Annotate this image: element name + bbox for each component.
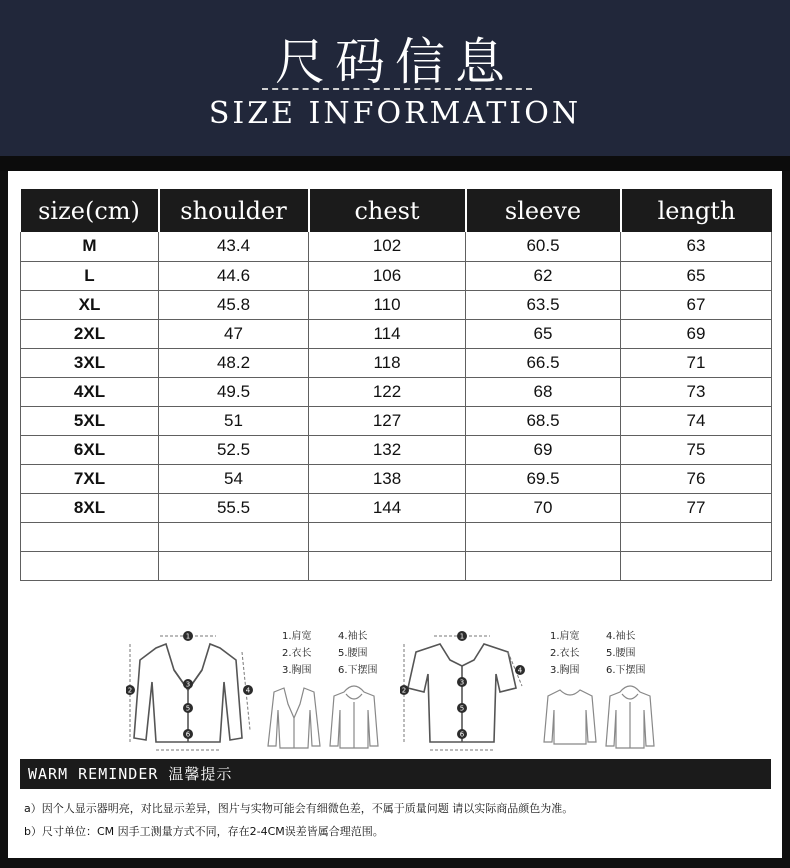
measurement-cell: 63.5 — [466, 290, 621, 319]
measurement-cell: 66.5 — [466, 348, 621, 377]
measurement-cell: 65 — [466, 319, 621, 348]
blazer-icon — [266, 684, 322, 752]
shirt-measure-icon — [400, 630, 530, 754]
measurement-cell: 69 — [621, 319, 772, 348]
page-title-en: SIZE INFORMATION — [208, 96, 582, 131]
measurement-cell: 60.5 — [466, 232, 621, 261]
measurement-cell: 55.5 — [159, 493, 309, 522]
column-header-chest: chest — [309, 189, 466, 232]
size-cell: M — [21, 232, 159, 261]
measurement-cell: 69.5 — [466, 464, 621, 493]
measurement-cell — [621, 551, 772, 580]
measurement-diagram — [20, 626, 771, 756]
sweater-icon — [542, 686, 598, 748]
measurement-cell — [309, 522, 466, 551]
reminder-note-b: b）尺寸单位：CM 因手工测量方式不同，存在2-4CM误差皆属合理范围。 — [24, 825, 384, 838]
column-header-size: size(cm) — [21, 189, 159, 232]
measurement-cell: 69 — [466, 435, 621, 464]
marker-6: 6 — [185, 730, 191, 739]
table-row — [21, 493, 772, 522]
size-cell — [21, 522, 159, 551]
page-title-cn: 尺码信息 — [275, 33, 515, 91]
table-row — [21, 319, 772, 348]
measurement-cell: 62 — [466, 261, 621, 290]
measurement-cell: 68 — [466, 377, 621, 406]
measurement-cell: 73 — [621, 377, 772, 406]
measurement-cell: 144 — [309, 493, 466, 522]
measurement-cell: 74 — [621, 406, 772, 435]
measurement-cell: 52.5 — [159, 435, 309, 464]
measurement-cell: 77 — [621, 493, 772, 522]
table-row — [21, 522, 772, 551]
measurement-cell: 106 — [309, 261, 466, 290]
size-cell: 2XL — [21, 319, 159, 348]
measurement-cell: 75 — [621, 435, 772, 464]
marker-1: 1 — [185, 632, 191, 641]
measurement-cell: 114 — [309, 319, 466, 348]
table-row — [21, 435, 772, 464]
header-separator — [0, 156, 790, 171]
measurement-cell: 54 — [159, 464, 309, 493]
legend-right: 1.肩宽 4.袖长 2.衣长 5.腰围 3.胸围 6.下摆围 — [550, 631, 646, 676]
measurement-cell: 132 — [309, 435, 466, 464]
marker-6: 6 — [459, 730, 465, 739]
marker-4: 4 — [517, 666, 523, 675]
size-table — [20, 189, 772, 581]
content-panel — [8, 171, 782, 858]
table-row — [21, 377, 772, 406]
size-cell: 6XL — [21, 435, 159, 464]
coat-measure-icon — [126, 630, 256, 754]
measurement-cell: 110 — [309, 290, 466, 319]
measurement-cell: 47 — [159, 319, 309, 348]
measurement-cell: 48.2 — [159, 348, 309, 377]
measurement-cell: 49.5 — [159, 377, 309, 406]
measurement-cell: 71 — [621, 348, 772, 377]
size-cell: 5XL — [21, 406, 159, 435]
page-header — [0, 0, 790, 156]
title-divider — [262, 88, 532, 90]
measurement-cell: 51 — [159, 406, 309, 435]
warm-reminder-title: WARM REMINDER 温馨提示 — [20, 759, 771, 789]
measurement-cell: 45.8 — [159, 290, 309, 319]
measurement-cell — [159, 551, 309, 580]
measurement-cell: 68.5 — [466, 406, 621, 435]
marker-5: 5 — [459, 704, 465, 713]
reminder-note-a: a）因个人显示器明亮，对比显示差异，图片与实物可能会有细微色差，不属于质量问题 请以实际商品颜色为准。 — [24, 802, 574, 815]
marker-1: 1 — [459, 632, 465, 641]
size-cell: 7XL — [21, 464, 159, 493]
hooded-jacket-icon — [604, 680, 656, 752]
table-row — [21, 348, 772, 377]
measurement-cell — [309, 551, 466, 580]
measurement-cell: 76 — [621, 464, 772, 493]
measurement-cell — [159, 522, 309, 551]
measurement-cell: 127 — [309, 406, 466, 435]
measurement-cell: 122 — [309, 377, 466, 406]
column-header-length: length — [621, 189, 772, 232]
measurement-cell: 67 — [621, 290, 772, 319]
measurement-cell: 43.4 — [159, 232, 309, 261]
hoodie-icon — [328, 680, 380, 752]
column-header-sleeve: sleeve — [466, 189, 621, 232]
measurement-cell: 102 — [309, 232, 466, 261]
table-row — [21, 464, 772, 493]
measurement-cell: 44.6 — [159, 261, 309, 290]
marker-2: 2 — [127, 686, 133, 695]
table-row — [21, 261, 772, 290]
marker-3: 3 — [185, 680, 191, 689]
measurement-cell: 118 — [309, 348, 466, 377]
size-cell: 8XL — [21, 493, 159, 522]
measurement-cell: 65 — [621, 261, 772, 290]
size-cell: XL — [21, 290, 159, 319]
legend-left: 1.肩宽 4.袖长 2.衣长 5.腰围 3.胸围 6.下摆围 — [282, 631, 378, 676]
table-row — [21, 406, 772, 435]
measurement-cell: 63 — [621, 232, 772, 261]
marker-4: 4 — [245, 686, 251, 695]
measurement-cell — [621, 522, 772, 551]
table-body — [21, 232, 772, 580]
table-row — [21, 232, 772, 261]
marker-2: 2 — [401, 686, 407, 695]
table-row — [21, 551, 772, 580]
measurement-cell: 138 — [309, 464, 466, 493]
table-row — [21, 290, 772, 319]
size-cell: 4XL — [21, 377, 159, 406]
marker-3: 3 — [459, 678, 465, 687]
measurement-cell — [466, 551, 621, 580]
reminder-notes — [24, 797, 774, 843]
size-cell: 3XL — [21, 348, 159, 377]
measurement-cell: 70 — [466, 493, 621, 522]
size-cell — [21, 551, 159, 580]
size-cell: L — [21, 261, 159, 290]
column-header-shoulder: shoulder — [159, 189, 309, 232]
table-header-row — [21, 189, 772, 232]
measurement-cell — [466, 522, 621, 551]
marker-5: 5 — [185, 704, 191, 713]
